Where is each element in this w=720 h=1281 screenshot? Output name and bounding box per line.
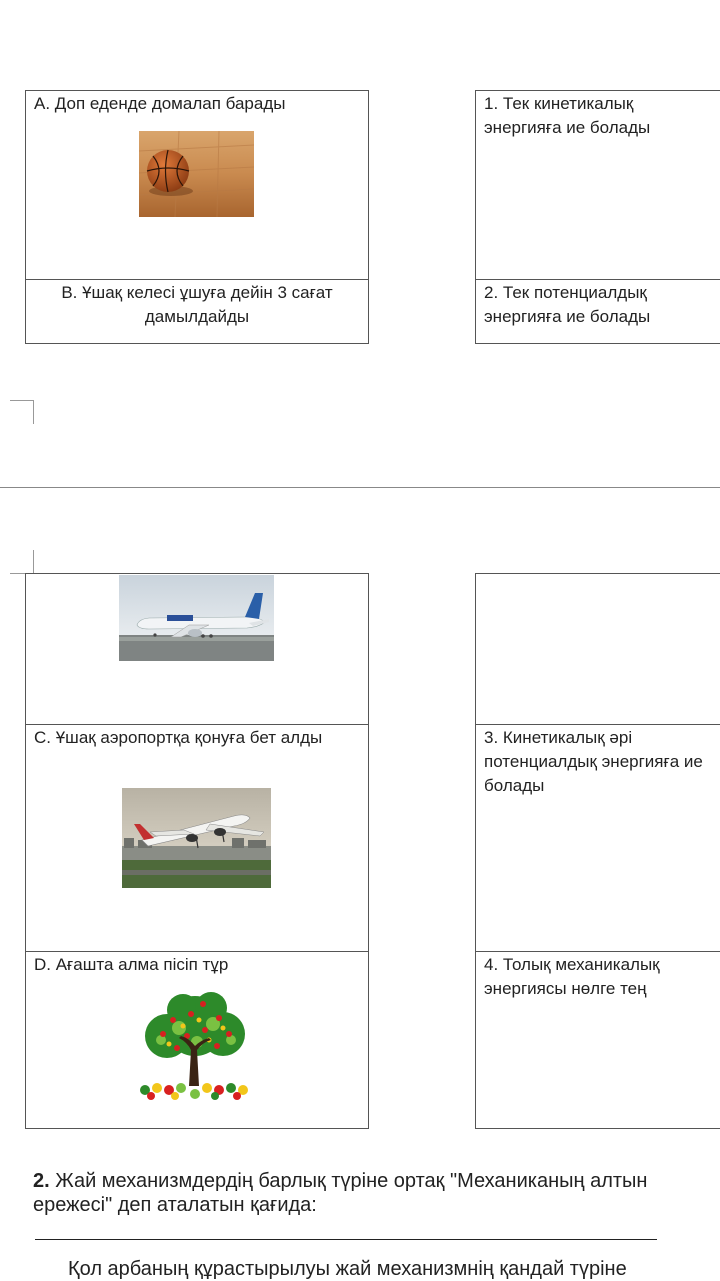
question-2-line-1 <box>33 1169 647 1193</box>
page-divider <box>0 487 720 488</box>
cell-d-right <box>475 951 720 1129</box>
text-a-left: A. Доп еденде домалап барады <box>34 94 286 113</box>
question-2-text-1: Жай механизмдердің барлық түріне ортақ "Механиканың алтын <box>55 1170 648 1192</box>
question-2-number: 2. <box>33 1170 50 1192</box>
text-d-right: 4. Толық механикалық энергиясы нөлге тең <box>484 955 660 998</box>
answer-blank-line[interactable] <box>35 1239 657 1240</box>
text-c-left: C. Ұшақ аэропортқа қонуға бет алды <box>34 728 323 747</box>
text-c-right: 3. Кинетикалық әрі потенциалдық энергияға ие болады <box>484 728 703 795</box>
text-b-left: B. Ұшақ келесі ұшуға дейін 3 сағат дамылдайды <box>61 283 333 326</box>
question-2-text-2: ережесі" деп аталатын қағида: <box>33 1194 317 1216</box>
cell-b-right <box>475 279 720 344</box>
cell-b-left <box>25 279 369 344</box>
text-b-right: 2. Тек потенциалдық энергияға ие болады <box>484 283 651 326</box>
plane-landing-image <box>122 788 271 888</box>
cell-a-right <box>475 90 720 280</box>
question-3-text: Қол арбаның құрастырылуы жай механизмнің қандай түріне <box>68 1258 627 1280</box>
cell-b-image-right <box>475 573 720 725</box>
question-2-line-2 <box>33 1193 317 1217</box>
text-a-right: 1. Тек кинетикалық энергияға ие болады <box>484 94 651 137</box>
page-corner-mark-2 <box>10 550 34 574</box>
basketball-image <box>139 131 254 217</box>
text-d-left: D. Ағашта алма пісіп тұр <box>34 955 229 974</box>
cell-c-right <box>475 724 720 952</box>
page-corner-mark <box>10 400 34 424</box>
apple-tree-image <box>133 990 258 1105</box>
plane-parked-image <box>119 575 274 661</box>
question-3-line <box>68 1257 627 1281</box>
